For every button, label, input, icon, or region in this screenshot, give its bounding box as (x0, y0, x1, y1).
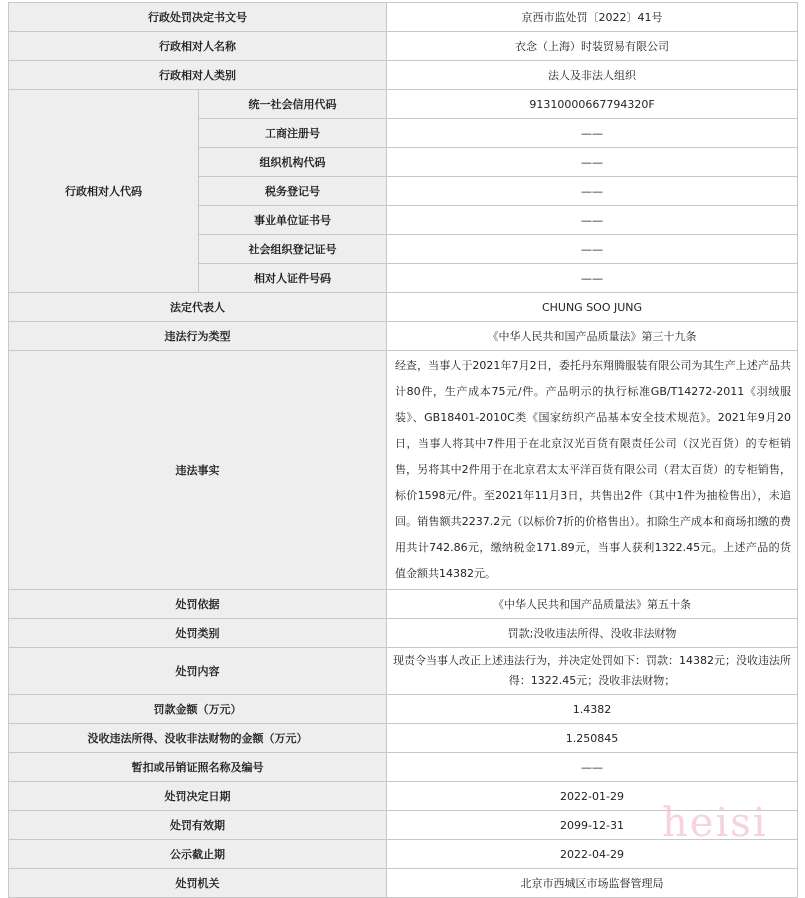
penalty-info-table (8, 2, 798, 898)
label-business-reg: 工商注册号 (199, 119, 387, 148)
label-confiscated-amount: 没收违法所得、没收非法财物的金额（万元） (9, 724, 387, 753)
value-license-revoke: —— (387, 753, 798, 782)
label-id-number: 相对人证件号码 (199, 264, 387, 293)
label-party-type: 行政相对人类别 (9, 61, 387, 90)
value-valid-until: 2099-12-31 (387, 811, 798, 840)
row-penalty-category (9, 619, 798, 648)
row-authority (9, 869, 798, 898)
row-license-revoke (9, 753, 798, 782)
value-institution-cert: —— (387, 206, 798, 235)
row-penalty-content (9, 648, 798, 695)
value-violation-type: 《中华人民共和国产品质量法》第三十九条 (387, 322, 798, 351)
label-fine-amount: 罚款金额（万元） (9, 695, 387, 724)
row-legal-rep (9, 293, 798, 322)
label-social-org-reg: 社会组织登记证号 (199, 235, 387, 264)
value-penalty-category: 罚款;没收违法所得、没收非法财物 (387, 619, 798, 648)
value-confiscated-amount: 1.250845 (387, 724, 798, 753)
label-violation-facts: 违法事实 (9, 351, 387, 590)
value-penalty-content: 现责令当事人改正上述违法行为，并决定处罚如下：罚款：14382元；没收违法所得：1322.45元；没收非法财物； (387, 648, 798, 695)
value-decision-date: 2022-01-29 (387, 782, 798, 811)
label-publish-until: 公示截止期 (9, 840, 387, 869)
label-tax-reg: 税务登记号 (199, 177, 387, 206)
watermark: heisi (662, 800, 768, 846)
label-decision-number: 行政处罚决定书文号 (9, 3, 387, 32)
label-violation-type: 违法行为类型 (9, 322, 387, 351)
value-violation-facts: 经查，当事人于2021年7月2日，委托丹东翔腾服装有限公司为其生产上述产品共计80件，生产成本75元/件。产品明示的执行标准GB/T14272-2011《羽绒服装》、GB18401-2010C类《国家纺织产品基本安全技术规范》。2021年9月20日，当事人将其中7件用于在北京汉光百货有限责任公司（汉光百货）的专柜销售，另将其中2件用于在北京君太太平洋百货有限公司（君太百货）的专柜销售，标价1598元/件。至2021年11月3日，共售出2件（其中1件为抽检售出），未追回。销售额共2237.2元（以标价7折的价格售出）。扣除生产成本和商场扣缴的费用共计742.86元，缴纳税金171.89元，当事人获利1322.45元。上述产品的货值金额共14382元。 (387, 351, 798, 590)
value-social-org-reg: —— (387, 235, 798, 264)
row-credit-code (9, 90, 798, 119)
label-party-code: 行政相对人代码 (9, 90, 199, 293)
label-authority: 处罚机关 (9, 869, 387, 898)
label-credit-code: 统一社会信用代码 (199, 90, 387, 119)
row-violation-type (9, 322, 798, 351)
value-decision-number: 京西市监处罚〔2022〕41号 (387, 3, 798, 32)
value-party-name: 衣念（上海）时装贸易有限公司 (387, 32, 798, 61)
row-party-type (9, 61, 798, 90)
row-confiscated-amount (9, 724, 798, 753)
label-org-code: 组织机构代码 (199, 148, 387, 177)
label-penalty-basis: 处罚依据 (9, 590, 387, 619)
value-authority: 北京市西城区市场监督管理局 (387, 869, 798, 898)
value-tax-reg: —— (387, 177, 798, 206)
label-decision-date: 处罚决定日期 (9, 782, 387, 811)
row-party-name (9, 32, 798, 61)
label-legal-rep: 法定代表人 (9, 293, 387, 322)
label-license-revoke: 暂扣或吊销证照名称及编号 (9, 753, 387, 782)
row-fine-amount (9, 695, 798, 724)
value-party-type: 法人及非法人组织 (387, 61, 798, 90)
value-penalty-basis: 《中华人民共和国产品质量法》第五十条 (387, 590, 798, 619)
label-party-name: 行政相对人名称 (9, 32, 387, 61)
label-institution-cert: 事业单位证书号 (199, 206, 387, 235)
value-business-reg: —— (387, 119, 798, 148)
value-legal-rep: CHUNG SOO JUNG (387, 293, 798, 322)
label-penalty-content: 处罚内容 (9, 648, 387, 695)
row-decision-number (9, 3, 798, 32)
value-credit-code: 91310000667794320F (387, 90, 798, 119)
row-penalty-basis (9, 590, 798, 619)
value-publish-until: 2022-04-29 (387, 840, 798, 869)
label-valid-until: 处罚有效期 (9, 811, 387, 840)
label-penalty-category: 处罚类别 (9, 619, 387, 648)
value-org-code: —— (387, 148, 798, 177)
value-fine-amount: 1.4382 (387, 695, 798, 724)
row-violation-facts (9, 351, 798, 590)
value-id-number: —— (387, 264, 798, 293)
